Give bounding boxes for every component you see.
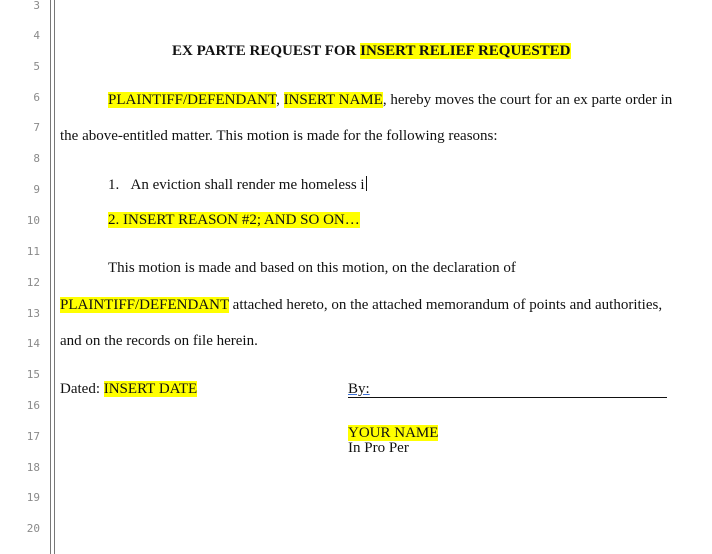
paragraph-line[interactable]: and on the records on file herein. bbox=[60, 333, 258, 349]
line-number: 16 bbox=[26, 399, 40, 412]
paragraph-line[interactable]: PLAINTIFF/DEFENDANT attached hereto, on the attached memorandum of points and authorities, bbox=[60, 297, 663, 313]
highlighted-placeholder[interactable]: INSERT DATE bbox=[103, 381, 198, 397]
paragraph-line[interactable]: the above-entitled matter. This motion is made for the following reasons: bbox=[60, 128, 498, 144]
line-number: 3 bbox=[33, 0, 40, 12]
highlighted-placeholder[interactable]: INSERT RELIEF REQUESTED bbox=[360, 43, 571, 59]
reason-item[interactable] bbox=[108, 212, 360, 229]
text-cursor bbox=[366, 176, 367, 191]
highlighted-placeholder[interactable]: 2. INSERT REASON #2; AND SO ON… bbox=[108, 212, 360, 228]
signature-by[interactable]: By: bbox=[348, 381, 370, 397]
line-number: 19 bbox=[26, 491, 40, 504]
reason-item[interactable]: 1. An eviction shall render me homeless i bbox=[108, 177, 365, 193]
line-number: 10 bbox=[26, 214, 40, 227]
document-title[interactable]: EX PARTE REQUEST FOR INSERT RELIEF REQUESTED bbox=[172, 43, 571, 59]
line-number: 6 bbox=[33, 91, 40, 104]
line-number: 9 bbox=[33, 183, 40, 196]
line-number: 13 bbox=[26, 307, 40, 320]
line-number: 4 bbox=[33, 29, 40, 42]
line-number: 14 bbox=[26, 337, 40, 350]
line-number-gutter bbox=[0, 0, 50, 554]
line-number: 7 bbox=[33, 121, 40, 134]
highlighted-placeholder[interactable]: PLAINTIFF/DEFENDANT bbox=[60, 297, 229, 313]
highlighted-placeholder[interactable]: YOUR NAME bbox=[348, 425, 439, 441]
highlighted-placeholder[interactable]: PLAINTIFF/DEFENDANT bbox=[108, 92, 277, 108]
margin-rule bbox=[50, 0, 51, 554]
line-number: 11 bbox=[26, 245, 40, 258]
paragraph-line[interactable]: PLAINTIFF/DEFENDANT, INSERT NAME, hereby moves the court for an ex parte order in bbox=[108, 92, 673, 108]
signature-line bbox=[348, 397, 667, 398]
line-number: 17 bbox=[26, 430, 40, 443]
document-page[interactable] bbox=[56, 0, 712, 554]
margin-rule bbox=[54, 0, 55, 554]
line-number: 12 bbox=[26, 276, 40, 289]
highlighted-placeholder[interactable]: INSERT NAME bbox=[283, 92, 383, 108]
dated-line[interactable]: Dated: INSERT DATE bbox=[60, 381, 198, 397]
paragraph-line[interactable]: This motion is made and based on this motion, on the declaration of bbox=[108, 260, 516, 276]
line-number: 18 bbox=[26, 461, 40, 474]
line-number: 8 bbox=[33, 152, 40, 165]
line-number: 15 bbox=[26, 368, 40, 381]
line-number: 20 bbox=[26, 522, 40, 535]
line-number: 5 bbox=[33, 60, 40, 73]
signer-role[interactable]: In Pro Per bbox=[348, 440, 409, 456]
